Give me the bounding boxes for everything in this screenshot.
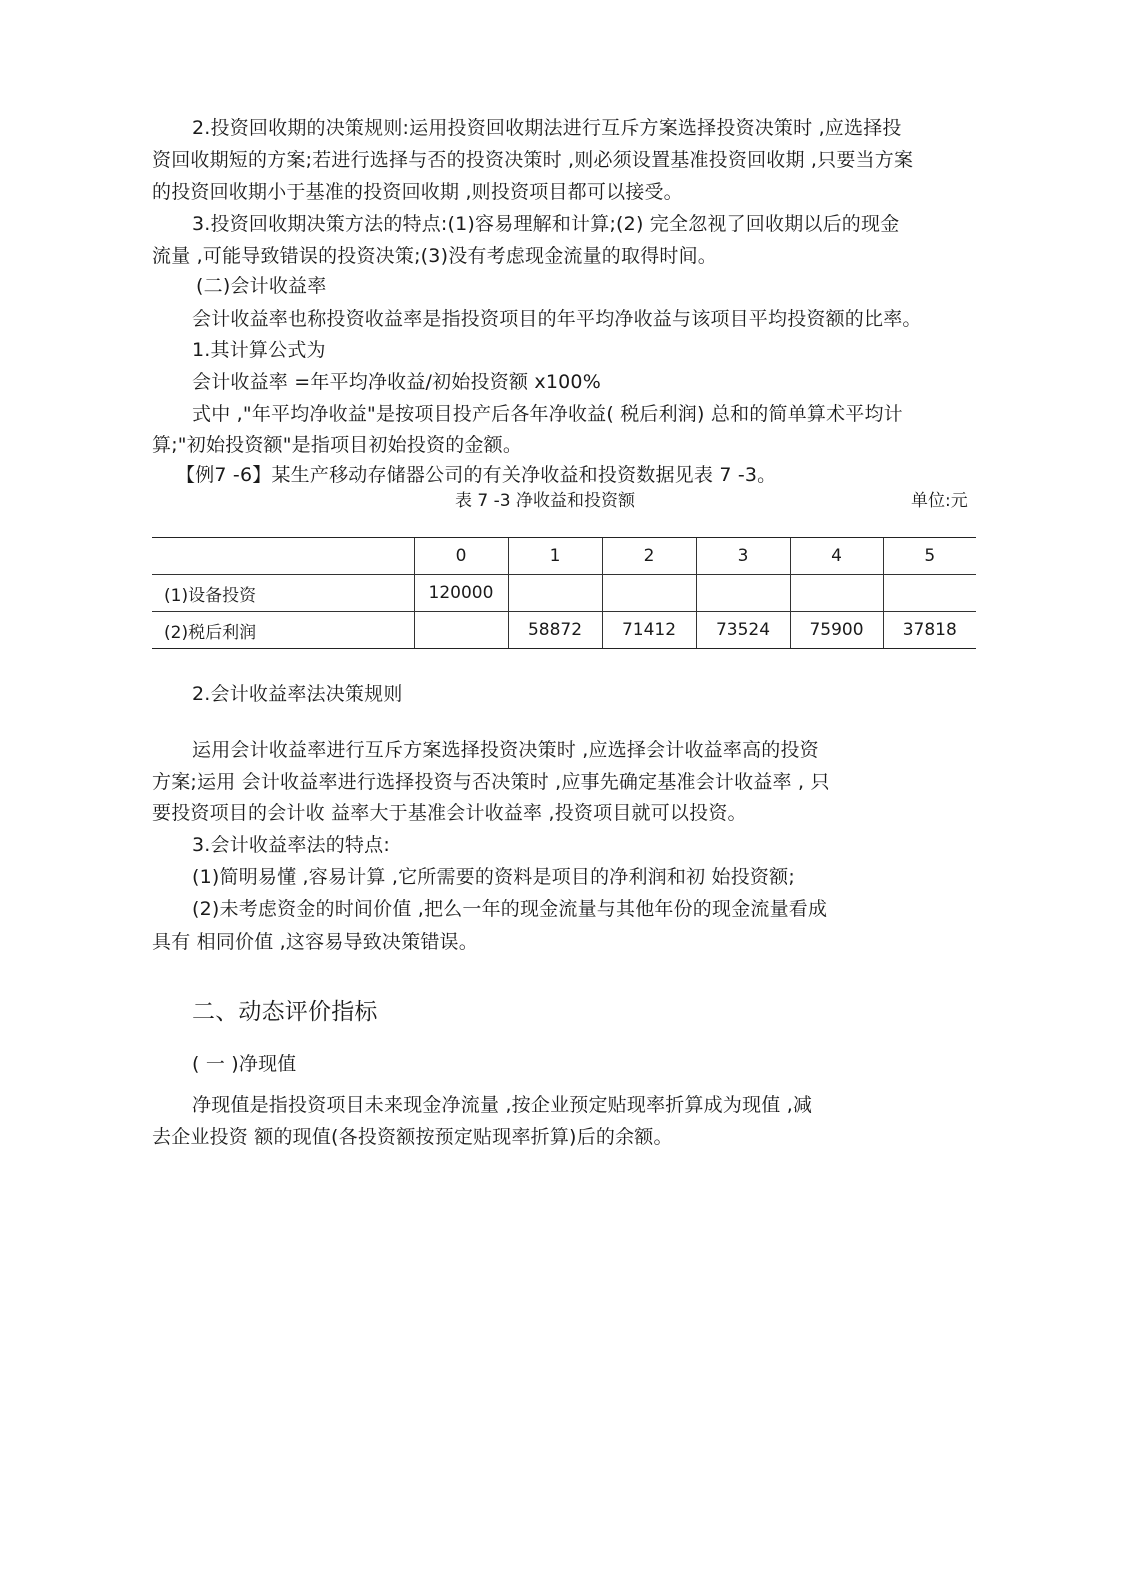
paragraph-line: (2)未考虑资金的时间价值 ,把么一年的现金流量与其他年份的现金流量看成 — [192, 898, 828, 920]
table-header-cell: 3 — [696, 538, 790, 575]
data-table — [152, 537, 976, 649]
table-cell: 37818 — [883, 612, 976, 649]
table-header-row — [152, 538, 976, 575]
table-cell: 120000 — [414, 575, 508, 612]
table-cell: (2)税后利润 — [152, 612, 414, 649]
table-caption: 表 7 -3 净收益和投资额 — [455, 491, 635, 511]
table-cell — [696, 575, 790, 612]
paragraph-line: 2.投资回收期的决策规则:运用投资回收期法进行互斥方案选择投资决策时 ,应选择投 — [192, 117, 902, 139]
subsection-heading: ( 一 )净现值 — [192, 1053, 297, 1075]
table-header-cell: 1 — [508, 538, 602, 575]
section-heading: (二)会计收益率 — [196, 275, 327, 297]
table-row — [152, 612, 976, 649]
table-cell: (1)设备投资 — [152, 575, 414, 612]
table-header-cell: 0 — [414, 538, 508, 575]
table-cell: 71412 — [602, 612, 696, 649]
table-row — [152, 575, 976, 612]
paragraph-line: 方案;运用 会计收益率进行选择投资与否决策时 ,应事先确定基准会计收益率 , 只 — [152, 771, 830, 793]
paragraph-line: 1.其计算公式为 — [192, 339, 326, 361]
paragraph-line: 具有 相同价值 ,这容易导致决策错误。 — [152, 931, 478, 953]
paragraph-line: 3.投资回收期决策方法的特点:(1)容易理解和计算;(2) 完全忽视了回收期以后的现金 — [192, 213, 900, 235]
paragraph-line: (1)简明易懂 ,容易计算 ,它所需要的资料是项目的净利润和初 始投资额; — [192, 866, 795, 888]
section-heading: 2.会计收益率法决策规则 — [192, 683, 403, 705]
table-cell: 75900 — [790, 612, 883, 649]
table-header-cell: 5 — [883, 538, 976, 575]
paragraph-line: 去企业投资 额的现值(各投资额按预定贴现率折算)后的余额。 — [152, 1126, 673, 1148]
paragraph-line: 式中 ,"年平均净收益"是按项目投产后各年净收益( 税后利润) 总和的简单算术平均计 — [192, 403, 903, 425]
paragraph-line: 会计收益率也称投资收益率是指投资项目的年平均净收益与该项目平均投资额的比率。 — [192, 308, 922, 330]
table-header-cell: 2 — [602, 538, 696, 575]
paragraph-line: 的投资回收期小于基准的投资回收期 ,则投资项目都可以接受。 — [152, 181, 683, 203]
paragraph-line: 要投资项目的会计收 益率大于基准会计收益率 ,投资项目就可以投资。 — [152, 802, 747, 824]
example-line: 【例7 -6】某生产移动存储器公司的有关净收益和投资数据见表 7 -3。 — [176, 464, 777, 486]
paragraph-line: 资回收期短的方案;若进行选择与否的投资决策时 ,则必须设置基准投资回收期 ,只要当方案 — [152, 149, 914, 171]
paragraph-line: 净现值是指投资项目未来现金净流量 ,按企业预定贴现率折算成为现值 ,减 — [192, 1094, 813, 1116]
paragraph-line: 算;"初始投资额"是指项目初始投资的金额。 — [152, 434, 523, 456]
table-cell — [790, 575, 883, 612]
table-cell — [883, 575, 976, 612]
paragraph-line: 运用会计收益率进行互斥方案选择投资决策时 ,应选择会计收益率高的投资 — [192, 739, 819, 761]
paragraph-line: 流量 ,可能导致错误的投资决策;(3)没有考虑现金流量的取得时间。 — [152, 245, 717, 267]
table-cell — [414, 612, 508, 649]
table-cell: 58872 — [508, 612, 602, 649]
table-cell — [602, 575, 696, 612]
table-unit: 单位:元 — [911, 491, 968, 511]
table-cell — [508, 575, 602, 612]
table-header-cell: 4 — [790, 538, 883, 575]
paragraph-line: 3.会计收益率法的特点: — [192, 834, 390, 856]
table-header-cell — [152, 538, 414, 575]
section-heading: 二、动态评价指标 — [192, 999, 378, 1025]
table-cell: 73524 — [696, 612, 790, 649]
formula-line: 会计收益率 =年平均净收益/初始投资额 x100% — [192, 371, 601, 393]
